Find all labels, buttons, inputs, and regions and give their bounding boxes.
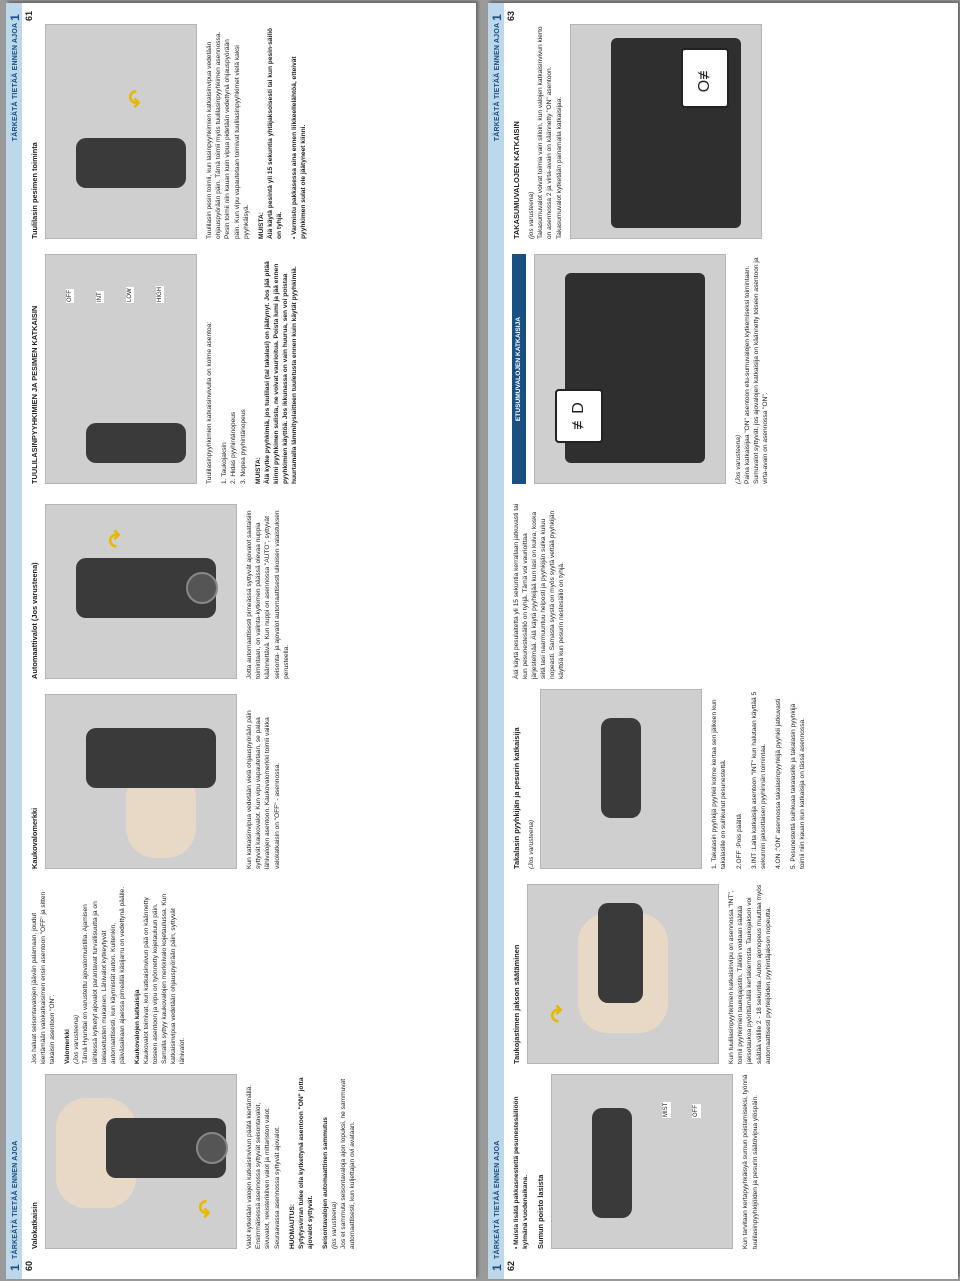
paragraph-day-lights: Tämä Hyundai on varustettu ajovalomuistilla. Ajamisen lähtiessä kytketyt ajovalot parantavat turvallisuutta ja on lakiasetusten mukainen. Lähivalot kytkeytyvät automaattisesti, kun käynnistät auton. Kuitenkin, päiväsaikaan ajaessa pimeällä käsijarru on vedettynä päälle.	[82, 886, 126, 1064]
paragraph-high-beam: Kaukovalot toimivat, kun katkaisinvivun pää on käännetty toiseen asentoon ja vipu on työnnetty kojetauluun päin. Samalla syttyy kaukovalojen merkkivalo kojetaulussa. Kun katkaisinvipua vedetään ohjauspyörään päin, syttyvät lähivalot.	[143, 893, 187, 1064]
rear-wiper-sub: (Jos varusteena)	[528, 819, 536, 869]
lever-figure	[601, 718, 641, 818]
column-headlights	[30, 1074, 363, 1249]
figure-wiper-lever	[45, 254, 197, 484]
column-auto-lights	[30, 504, 297, 679]
list-item: 1. Takalasin pyyhkijä pyyhkii kolme kertaa sen jälkeen kun takalasille on suihkunut pesunestettä.	[711, 699, 728, 869]
list-item: 1. Taukojaksin	[221, 442, 229, 484]
page-number-60: 60	[24, 1260, 34, 1271]
warning-heading: MUISTA:	[254, 457, 262, 484]
heading-interval: Taukojastimen jakson säätäminen	[512, 944, 521, 1064]
paragraph-intro: Jos haluat seisontavalojen jäävän palamaan, joudut kiertämään valokatkaisimen ensin asentoon "OFF" ja sitten takaisin asentoon "ON".	[31, 891, 57, 1064]
section-title-right: TÄRKEÄTÄ TIETÄÄ ENNEN AJOA	[12, 23, 19, 142]
lever-figure	[86, 728, 216, 788]
heading-washer: Tuulilasin pesimen toiminta	[30, 142, 39, 239]
lever-figure	[76, 138, 186, 188]
column-mist	[512, 1074, 766, 1249]
heading-rear-wiper: Takalasin pyyhkijän ja pesurin katkaisija	[512, 727, 521, 869]
header-left	[8, 1140, 22, 1271]
heading-flash: Kaukovalomerkki	[30, 807, 39, 869]
front-fog-sub: (Jos varusteena)	[735, 434, 742, 484]
front-fog-pill-wrap	[512, 254, 528, 484]
warning-text: Älä kytke pyyhkimiä, jos tuulilasi (tai takalasi) on jäätynyt. Jos jää pitää kiinni pyyhkimen sulista, ne voivat vaurioitua. Poista lumi ja jää ennen pyyhkimien käyttöä. Jos ikkunassa on vain huurua, sen voi poistaa huurtamalla lämmityslaitteen tuuletusta ennen kuin käytät pyyhkimiä.	[263, 261, 298, 484]
column-flash	[30, 694, 288, 869]
paragraph-interval: Kun tuulilasinpyyhkimien katkaisinvipu on asennossa "INT", toimii pyyhkimien taukojajastin. Tällöin voidaan säätää jaksotaukoa pyörittämällä kertakierrosta. Taukojakson voi säätää välille 2 - 18 sekuntia. Auton ajonopeus muuttaa myös automaattisesti pyyhkijöiden pyyhintäjakson nopeutta.	[728, 884, 772, 1064]
warning-bullet: • Varmistu pakkasessa aina ennen liikkeellelähtöä, etteivät pyyhkimen sulat ole jäätyneet kiinni.	[290, 56, 308, 239]
header-right	[8, 11, 22, 141]
label-high: HIGH	[157, 287, 164, 302]
figure-headlight-lever	[45, 1074, 237, 1249]
note-text: Sytytysvirran tulee olla kytkettynä asentoon "ON" jotta ajovalot syttyvät.	[297, 1077, 314, 1249]
antifreeze-warning: • Muista lisätä pakkasnestettä pesunestesäiliöön kylmänä vuodenaikana.	[513, 1096, 530, 1249]
spread-pages-62-63	[488, 3, 958, 1279]
label-low: LOW	[127, 288, 134, 302]
arrow-icon: ↷	[104, 529, 130, 548]
figure-rear-fog-switch	[570, 24, 762, 239]
column-front-fog	[512, 254, 776, 484]
page-number-63: 63	[506, 11, 516, 22]
page-number-62: 62	[506, 1260, 516, 1271]
section-title: TÄRKEÄTÄ TIETÄÄ ENNEN AJOA	[494, 1140, 501, 1259]
knob-figure	[186, 572, 218, 604]
auto-off-text: Jos et sammuta seisontavaloja ajon lopuksi, ne sammuvat automaattisesti, kun kuljettajan ovi avataan.	[340, 1078, 357, 1249]
header-bar	[488, 3, 504, 1279]
list-item: 2.OFF :Pois päältä	[735, 814, 743, 869]
column-interval	[512, 884, 779, 1064]
heading-wipers: TUULILASINPYYHKIMIEN JA PESIMEN KATKAISIN	[30, 305, 39, 484]
lever-figure	[592, 1108, 632, 1218]
header-left	[490, 1140, 504, 1271]
heading-mist: Sumun poisto lasista	[536, 1174, 546, 1249]
rear-fog-icon: O≢	[681, 48, 729, 108]
warning-heading: MUISTA:	[257, 212, 265, 239]
label-int: INT	[97, 292, 104, 302]
chapter-number-right: 1	[490, 14, 504, 21]
paragraph-mist: Kun tarvitaan kertapyyhkäisyä sumun poistamiseksi, työnnä tuulilasinpyyhkijöiden ja pesurin säätövipua ylöspäin.	[742, 1074, 759, 1249]
heading-light-switch: Valokatkaisin	[30, 1202, 39, 1249]
label-off: OFF	[693, 1105, 700, 1117]
front-fog-icon: ≢D	[555, 389, 603, 443]
chapter-number-right: 1	[8, 14, 22, 21]
heading-rear-fog: TAKASUMUVALOJEN KATKAISIN	[512, 121, 521, 239]
label-mist: MIST	[663, 1102, 670, 1117]
section-title-right: TÄRKEÄTÄ TIETÄÄ ENNEN AJOA	[494, 23, 501, 142]
header-right	[490, 11, 504, 141]
list-item: 5. Pesunestettä suihkuaa takalasille ja takalasin pyyhkijä toimii niin kauan kun katkaisija on tässä asennossa.	[789, 703, 806, 869]
lever-figure	[86, 423, 186, 463]
paragraph-washer: Tuulilasin pesin toimii, kun lasinpyyhkimien katkaisinvipua vedetään ohjauspyörään päin. Tämä toimii myös tuulilasinpyyhkimen asennossa. Pesin toimii niin kauan kuin vipua pidetään vedettynä ohjauspyörään päin. Kun vipu vapautetaan toimivat tuulilasinpyyhkimet vielä kaksi pyyhkäisyä.	[206, 31, 250, 239]
arrow-icon: ↶	[194, 1199, 220, 1218]
column-washer-note	[512, 499, 573, 679]
figure-mist-lever	[551, 1074, 733, 1249]
auto-off-heading: Seisontavalojen automaattinen sammutus	[321, 1117, 329, 1249]
figure-rear-wiper-lever	[540, 689, 702, 869]
figure-auto-light-lever	[45, 504, 237, 679]
warning-text: Älä käytä pesintä yli 15 sekuntia yhtäjaksoisesti tai kun pesin-säiliö on tyhjä.	[266, 27, 283, 239]
heading-auto-lights: Automaattivalot (Jos varusteena)	[30, 562, 39, 679]
list-item: 4.ON :"ON" asennossa takalasinpyyhkijä pyyhkii jatkuvasti	[774, 698, 782, 869]
column-day-lights	[30, 884, 194, 1064]
auto-off-sub: (jos varusteena)	[330, 1201, 338, 1249]
figure-flash-lever	[45, 694, 237, 869]
heading-day-lights: Valomerkki	[64, 1029, 72, 1064]
page-number-61: 61	[24, 11, 34, 22]
figure-interval-lever	[527, 884, 719, 1064]
paragraph-wipers: Tuulilasinpyyhkimien katkaisinvivulla on kolme asentoa:	[206, 321, 214, 484]
list-item: 2. Hidas pyyhintänopeus	[230, 411, 238, 484]
chapter-number: 1	[490, 1264, 504, 1271]
arrow-icon: ↷	[546, 1004, 572, 1023]
day-lights-sub: (Jos varusteena)	[73, 1014, 81, 1064]
paragraph-washer-note: Älä käytä pesulaitetta yli 15 sekuntia kerrallaan jatkuvasti tai kun pesunestesäiliö on tyhjä. Tämä voi vaurioittaa järjestelmää. Älä käytä pyyhkijää kun lasi on kuiva, koska siitä tasi naarmuuntuu helposti ja pyyhkijän sulka kuluu nopeasti. Samasta syystä on myös syytä vettää pyyhkijän käyttöä kun pesurin nestesäiliö on tyhjä.	[513, 503, 566, 679]
heading-high-beam: Kaukovalojen katkaisija	[133, 989, 141, 1064]
column-wipers	[30, 254, 305, 484]
heading-front-fog: ETUSUMUVALOJEN KATKAISIJA	[512, 254, 526, 484]
figure-washer-lever	[45, 24, 197, 239]
spread-pages-60-61	[6, 3, 476, 1279]
list-item: 3.INT :Laita katkaisija asentoon "INT" kun halutaan käyttää 5 sekunnin jaksottaisen pyyhinnän toimintaa.	[750, 691, 767, 869]
column-rear-wiper	[512, 689, 813, 869]
list-item: 3. Nopea pyyhintänopeus	[239, 409, 247, 484]
chapter-number: 1	[8, 1264, 22, 1271]
rear-fog-sub: (jos varusteena)	[528, 191, 536, 239]
note-heading: HUOMAUTUS:	[288, 1203, 296, 1249]
arrow-icon: ↶	[124, 89, 150, 108]
paragraph-auto-lights: Jotta automaattisesti pimeässä syttyvät ajovalot saataisiin toimintaan, on valinta-kytkimen päässä olevaa nuppia käännettävä. Kun nuppi on asennossa "AUTO", syttyvät seisonta- ja ajovalot automaattisesti ulkoisen valaistuksen perusteella.	[246, 510, 290, 679]
figure-front-fog-switch	[534, 254, 726, 484]
paragraph-light-switch: Valot kytketään valojen katkaisinvivun päätä kiertämällä. Ensimmäisessä asennossa syttyvät seisontavalot, sivuvalot, rekisterikilven valot ja mittariston valot. Seuraavassa asennossa syttyvät ajovalot.	[246, 1084, 281, 1249]
header-bar	[6, 3, 22, 1279]
column-washer	[30, 24, 314, 239]
column-rear-fog	[512, 24, 770, 239]
paragraph-front-fog: Paina katkaisijaa "ON" asentoon etu-sumuvalojen kytkemiseksi toimintaan. Sumuvalot syttyvät, jos ajovalojen katkaisija on käännetty toiseen asentoon ja virta-avain on asennossa "ON".	[744, 257, 770, 484]
label-off: OFF	[67, 290, 74, 302]
paragraph-rear-fog: Takasumuvalot voivat toimia vain silloin, kun valojen katkaisinvivun kierto on asennossa 2 ja virta-avain on käännetty "ON" asentoon. Takasumuvalot kytketään painamalla katkaisijaa.	[537, 26, 563, 239]
section-title: TÄRKEÄTÄ TIETÄÄ ENNEN AJOA	[12, 1140, 19, 1259]
paragraph-flash: Kun katkaisinvipua vedetään vielä ohjauspyörään päin syttyvät kaukovalot. Kun vipu vapautetaan, se palaa lähivalojen asentoon. Kaukovalomerkki toimii vaikka valokatkaisin on "OFF" - asennossa.	[246, 710, 281, 869]
knob-figure	[196, 1132, 228, 1164]
lever-figure	[598, 903, 643, 1003]
